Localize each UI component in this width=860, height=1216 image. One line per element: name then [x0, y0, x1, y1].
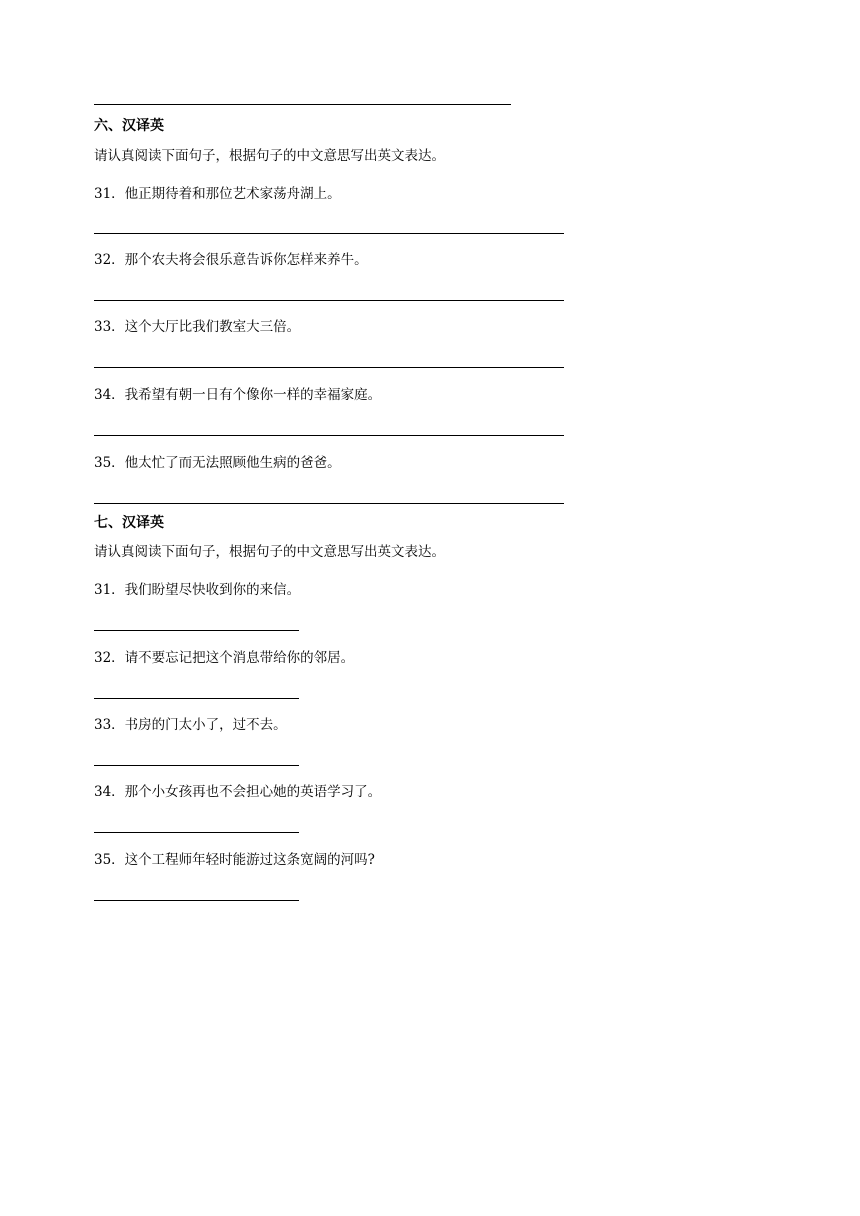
section-7-instruction: 请认真阅读下面句子，根据句子的中文意思写出英文表达。: [94, 544, 445, 560]
answer-line-6-35[interactable]: [94, 503, 564, 504]
answer-line-6-31[interactable]: [94, 233, 564, 234]
question-7-35: 35．这个工程师年轻时能游过这条宽阔的河吗?: [94, 852, 375, 868]
question-7-34: 34．那个小女孩再也不会担心她的英语学习了。: [94, 784, 382, 800]
question-6-35: 35．他太忙了而无法照顾他生病的爸爸。: [94, 455, 341, 471]
answer-line-7-33[interactable]: [94, 765, 299, 766]
answer-line-7-34[interactable]: [94, 832, 299, 833]
section-6-instruction: 请认真阅读下面句子，根据句子的中文意思写出英文表达。: [94, 148, 445, 164]
section-6-title: 六、汉译英: [94, 118, 164, 134]
answer-line-6-34[interactable]: [94, 435, 564, 436]
question-6-33: 33．这个大厅比我们教室大三倍。: [94, 319, 301, 335]
answer-line-6-32[interactable]: [94, 300, 564, 301]
question-6-34: 34．我希望有朝一日有个像你一样的幸福家庭。: [94, 387, 382, 403]
question-7-31: 31．我们盼望尽快收到你的来信。: [94, 582, 301, 598]
answer-line-previous: [94, 104, 511, 105]
answer-line-7-35[interactable]: [94, 900, 299, 901]
answer-line-7-31[interactable]: [94, 630, 299, 631]
section-7-title: 七、汉译英: [94, 515, 164, 531]
answer-line-7-32[interactable]: [94, 698, 299, 699]
answer-line-6-33[interactable]: [94, 367, 564, 368]
question-7-33: 33．书房的门太小了，过不去。: [94, 717, 287, 733]
question-7-32: 32．请不要忘记把这个消息带给你的邻居。: [94, 650, 355, 666]
question-6-32: 32．那个农夫将会很乐意告诉你怎样来养牛。: [94, 252, 368, 268]
question-6-31: 31．他正期待着和那位艺术家荡舟湖上。: [94, 186, 341, 202]
